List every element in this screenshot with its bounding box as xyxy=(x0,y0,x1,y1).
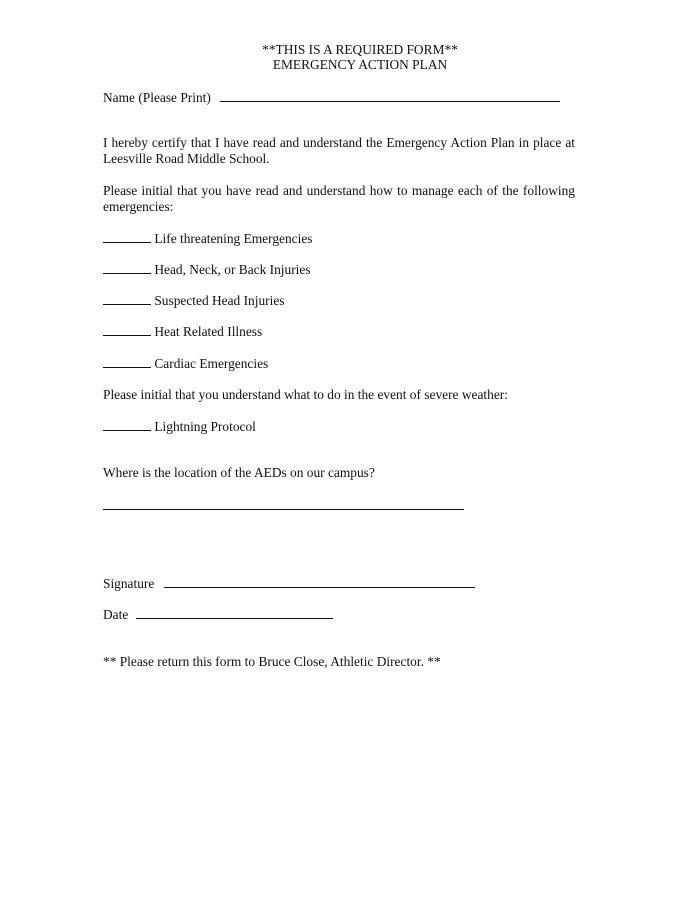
signature-row xyxy=(103,575,475,592)
emergencies-instruction: Please initial that you have read and understand how to manage each of the following emergencies: xyxy=(103,183,575,214)
name-blank[interactable] xyxy=(220,89,560,102)
initial-item-label: Life threatening Emergencies xyxy=(154,231,313,246)
initial-blank[interactable] xyxy=(103,261,151,274)
date-blank[interactable] xyxy=(136,606,333,619)
aed-answer-row xyxy=(103,497,464,514)
signature-blank[interactable] xyxy=(164,575,475,588)
name-label: Name (Please Print) xyxy=(103,90,211,105)
initial-blank[interactable] xyxy=(103,292,151,305)
weather-instruction: Please initial that you understand what to do in the event of severe weather: xyxy=(103,387,508,402)
initial-item-label: Lightning Protocol xyxy=(154,419,256,434)
date-label: Date xyxy=(103,607,129,622)
initial-item-label: Heat Related Illness xyxy=(154,324,263,339)
initial-item-label: Head, Neck, or Back Injuries xyxy=(154,262,311,277)
certify-statement: I hereby certify that I have read and understand the Emergency Action Plan in place at Leesville Road Middle School. xyxy=(103,135,575,166)
initial-item-suspected-head xyxy=(103,292,285,309)
initial-item-head-neck-back xyxy=(103,261,311,278)
initial-item-lightning xyxy=(103,418,256,435)
initial-item-heat-illness xyxy=(103,323,262,340)
initial-item-life-threatening xyxy=(103,230,313,247)
aed-answer-blank[interactable] xyxy=(103,497,464,510)
initial-item-label: Suspected Head Injuries xyxy=(154,293,285,308)
return-instructions: ** Please return this form to Bruce Close, Athletic Director. ** xyxy=(103,654,441,669)
initial-blank[interactable] xyxy=(103,355,151,368)
form-title-required: **THIS IS A REQUIRED FORM** xyxy=(262,42,458,57)
form-title-plan: EMERGENCY ACTION PLAN xyxy=(272,57,448,72)
initial-item-cardiac xyxy=(103,355,268,372)
name-row xyxy=(103,89,560,106)
date-row xyxy=(103,606,333,623)
initial-blank[interactable] xyxy=(103,418,151,431)
signature-label: Signature xyxy=(103,576,155,591)
initial-blank[interactable] xyxy=(103,230,151,243)
initial-item-label: Cardiac Emergencies xyxy=(154,356,269,371)
initial-blank[interactable] xyxy=(103,323,151,336)
aed-question: Where is the location of the AEDs on our campus? xyxy=(103,465,375,480)
